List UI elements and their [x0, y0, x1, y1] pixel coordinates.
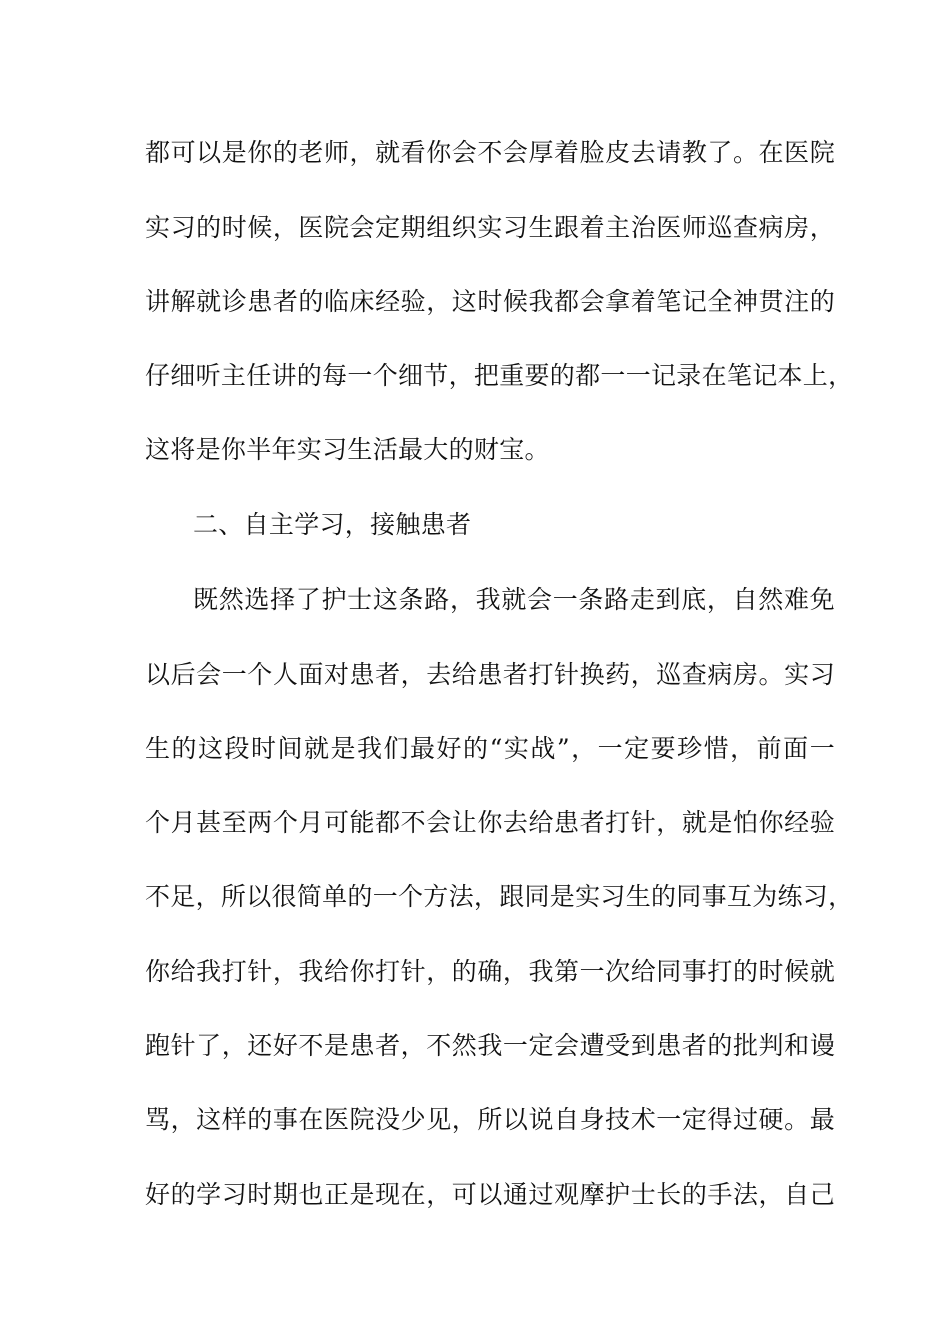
body-text-line: 讲解就诊患者的临床经验，这时候我都会拿着笔记全神贯注的	[145, 287, 835, 316]
body-text-line: 这将是你半年实习生活最大的财宝。	[145, 435, 550, 464]
body-text-line: 实习的时候，医院会定期组织实习生跟着主治医师巡查病房，	[145, 213, 835, 242]
body-text-line: 个月甚至两个月可能都不会让你去给患者打针，就是怕你经验	[145, 808, 835, 837]
body-text-line: 你给我打针，我给你打针，的确，我第一次给同事打的时候就	[145, 957, 835, 986]
body-text-line: 以后会一个人面对患者，去给患者打针换药，巡查病房。实习	[145, 660, 835, 689]
body-text-line: 骂，这样的事在医院没少见，所以说自身技术一定得过硬。最	[145, 1105, 835, 1134]
body-text-line: 好的学习时期也正是现在，可以通过观摩护士长的手法，自己	[145, 1180, 835, 1209]
body-text-line: 生的这段时间就是我们最好的“实战”，一定要珍惜，前面一	[145, 734, 835, 763]
body-text-line: 既然选择了护士这条路，我就会一条路走到底，自然难免	[193, 585, 835, 614]
body-text-line: 跑针了，还好不是患者，不然我一定会遭受到患者的批判和谩	[145, 1031, 835, 1060]
body-text-line: 不足，所以很简单的一个方法，跟同是实习生的同事互为练习，	[145, 882, 854, 911]
section-heading: 二、自主学习，接触患者	[193, 510, 472, 539]
body-text-line: 都可以是你的老师，就看你会不会厚着脸皮去请教了。在医院	[145, 138, 835, 167]
body-text-line: 仔细听主任讲的每一个细节，把重要的都一一记录在笔记本上，	[145, 361, 854, 390]
